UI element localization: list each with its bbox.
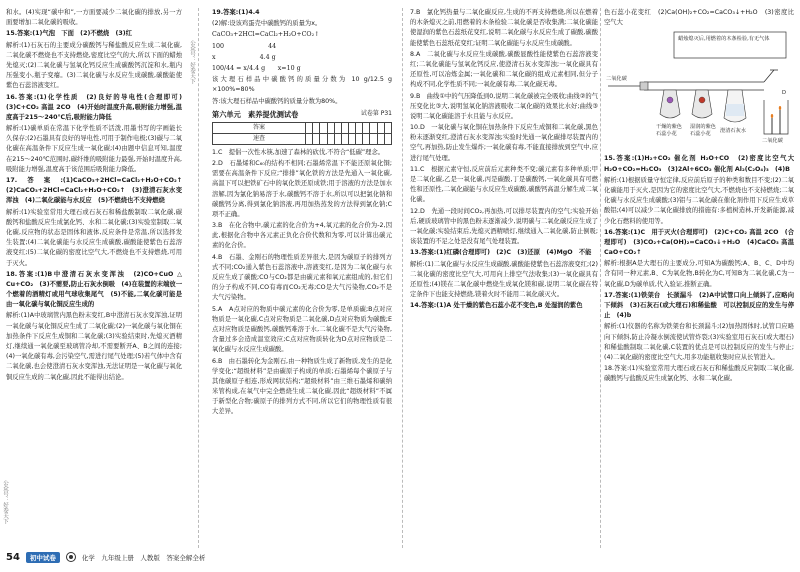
answer-paragraph: 4.B 石墨、金刚石的物理性质差异很大,是因为碳原子的排列方式不同;CO₂通入紫色石蕊溶液中,溶液变红,是因为二氧化碳与水反应生成了碳酸;CO与CO₂都是由碳元素和氧元素组成的,但它们的分子构成不同,CO有毒而CO₂无毒;CO是大气污染物,CO₂不是大气污染物。: [212, 253, 392, 302]
answer-heading: 16.答案:(1)C 用于灭火(合理即可) (2)C+CO₂ 高温 2CO (合理即可) (3)CO₂+Ca(OH)₂=CaCO₃↓+H₂O (4)CaCO₃ 高温 CaO+CO₂↑: [604, 228, 794, 257]
diagram-label: 干燥的紫色: [656, 124, 682, 131]
answer-paragraph: 解析:(1)石灰石的主要成分碳酸钙与稀盐酸反应生成二氧化碳,二氧化碳不燃烧也不支持燃烧,密度比空气的大,所以下面的蜡烛先熄灭;(2)二氧化碳与氢氧化钙反应生成碳酸钙沉淀和水,瓶内压强变小,瓶子变瘪。(3)二氧化碳与水反应生成碳酸,碳酸能使紫色石蕊溶液变红。: [6, 41, 182, 90]
brand-logo-icon: [66, 552, 76, 562]
experiment-diagram: [604, 30, 790, 150]
answer-heading: 15.答案:(1)H₂+CO₂ 催化剂 H₂O+CO (2)密度比空气大 H₂O+CO₂=H₂CO₃ (3)2Al+6CO₂ 催化剂 Al₂(C₂O₄)₃ (4)B: [604, 155, 800, 173]
brand-badge: 初中试卷: [26, 552, 60, 563]
answer-heading: 17.答案:(1)CaCO₃+2HCl=CaCl₂+H₂O+CO₂↑ (2)CaCO₃+2HCl=CaCl₂+H₂O+CO₂↑ (3)澄清石灰水变浑浊 (4)二氧化碳能与水反应 (5)不燃烧也不支持燃烧: [6, 177, 189, 205]
answer-paragraph: 6.B 由石墨转化为金刚石,由一种物质生成了新物质,发生的是化学变化;“超级材料”是由碳原子构成的单质;石墨烯每个碳原子与其他碳原子相连,形成网状结构;“超级材料”由三维石墨烯和碳纳米管构成,在氧气中完全燃烧生成二氧化碳,因此“超级材料”不属于新型化合物;碳原子的排列方式不同,所以它们的物理性质有很大差异。: [212, 357, 392, 416]
column-2: [212, 8, 392, 544]
answer-paragraph: 11.C 根据元素守恒,反应前后元素种类不变;碳元素有多种单质;甲是二氧化碳,乙是一氧化碳,丙是碳酸,丁是碳酸钙,一氧化碳具有可燃性和还原性,二氧化碳能与水反应生成碳酸,碳酸钙高温分解生成二氧化碳。: [410, 165, 598, 204]
column-divider: [402, 8, 403, 548]
page-number: 54: [6, 551, 20, 563]
answer-paragraph: 解析:(1)二氧化碳与水反应生成碳酸,碳酸能使紫色石蕊溶液变红;(2)二氧化碳的密度比空气大,可用向上排空气法收集;(3)一氧化碳具有还原性;(4)镁在二氧化碳中燃烧生成氧化镁和碳,说明二氧化碳在特定条件下也能支持燃烧,镁着火时不能用二氧化碳灭火。: [410, 260, 598, 299]
diagram-label: 二氧化碳: [606, 76, 627, 83]
column-4: [604, 8, 800, 544]
answer-heading: 17.答案:(1)铁架台 长颈漏斗 (2)A中试管口向上倾斜了,应略向下倾斜 (3)石灰石(或大理石)和稀盐酸 可以控制反应的发生与停止 (4)b: [604, 291, 794, 320]
diagram-label: D: [782, 90, 786, 97]
answer-paragraph: 解析:(1)仪器的名称为铁架台和长颈漏斗;(2)加热固体时,试管口应略向下倾斜,防止冷凝水倒流使试管炸裂;(3)实验室用石灰石(或大理石)和稀盐酸制取二氧化碳,C装置的优点是可以控制反应的发生与停止;(4)二氧化碳的密度比空气大,用多功能瓶收集时应从长管进入。: [604, 323, 794, 361]
answer-paragraph: 8.A 二氧化碳与水反应生成碳酸,碳酸显酸性能使紫色石蕊溶液变红;二氧化碳能与氢氧化钙反应,使澄清石灰水变浑浊;一氧化碳具有还原性,可以冶炼金属;一氧化碳和二氧化碳的组成元素相同,但分子构成不同,化学性质不同;一氧化碳有毒,二氧化碳无毒。: [410, 50, 598, 89]
column-3: [410, 8, 598, 544]
column-1: [6, 8, 189, 544]
answer-heading: 14.答案:(1)A 处干燥的紫色石蕊小花不变色,B 处湿润的紫色: [410, 302, 583, 310]
page-footer: [6, 549, 205, 565]
equation-line: 100 44: [212, 42, 277, 50]
answer-paragraph: 解析:根据A是大理石的主要成分,可知A为碳酸钙;A、B、C、D中均含有同一种元素,B、C为氧化物,B转化为C,可知B为二氧化碳,C为一氧化碳,D为碳单质,代入验证,推断正确。: [604, 260, 794, 288]
diagram-label: 蜡烛熄灭后,用燃着的木条检验,有无气体: [678, 36, 770, 43]
answer-grid: [212, 122, 392, 144]
section-title: [212, 109, 392, 121]
diagram-label: 澄清石灰水: [720, 128, 746, 135]
equation-line: CaCO₃+2HCl=CaCl₂+H₂O+CO₂↑: [212, 31, 320, 39]
answer-paragraph: 解析:(1)A中玻璃管内黑色粉末变红,B中澄清石灰水变浑浊,证明一氧化碳与氧化铜反应生成了二氧化碳;(2)一氧化碳与氧化铜在加热条件下反应生成铜和二氧化碳;(3)实验结束时,先熄灭酒精灯,继续通一氧化碳至玻璃管冷却,不需要断开A、B之间的连接;(4)一氧化碳有毒,会污染空气,需进行尾气处理;(5)若气体中含有二氧化碳,也会使澄清石灰水变浑浊,无法证明是一氧化碳与氧化铜反应生成的二氧化碳,因此不能得出结论。: [6, 312, 182, 381]
answer-paragraph: 9.B 曲线①中的气压降低到0,说明二氧化碳被完全吸收;曲线②的气压变化比③大,说明氢氧化钠溶液吸收二氧化碳的效果比水好;曲线③说明二氧化碳能溶于水且能与水反应。: [410, 92, 598, 120]
answer-paragraph: 解析:(1)实验室常用大理石或石灰石和稀盐酸制取二氧化碳,碳酸钙和盐酸反应生成氯化钙、水和二氧化碳;(3)实验室制取二氧化碳,反应物的状态是固体和液体,反应条件是常温,所以选择发生装置;(4)二氧化碳能与水反应生成碳酸,碳酸能使紫色石蕊溶液变红;(5)二氧化碳的密度比空气大,不燃烧也不支持燃烧,可用于灭火。: [6, 208, 182, 267]
answer-paragraph: 解析:(1)碳单质在常温下化学性质不活泼,用墨书写的字画能长久保存;(2)石墨具有良好的导电性,可用于制作电极;(3)碳与二氧化碳在高温条件下反应生成一氧化碳;(4)由题中信息可知,温度在215～240℃范围时,碳纤维的吸附能力最强,开始时温度升高,吸附能力增强,温度高于该范围后吸附能力降低。: [6, 125, 182, 173]
answer-paragraph: 10.D 一氧化碳与氧化铜在加热条件下反应生成铜和二氧化碳,黑色粉末逐渐变红,澄清石灰水变浑浊;实验时先通一氧化碳排尽装置内的空气,再加热,防止发生爆炸;一氧化碳有毒,不能直接排放到空气中,应进行尾气处理。: [410, 124, 598, 162]
answer-paragraph: 1.C 提倡一次性木筷,加速了森林的砍伐,不符合“低碳”理念。: [212, 148, 385, 156]
table-row: [213, 134, 392, 145]
answer-heading: 18.答案:(1)B中澄清石灰水变浑浊 (2)CO+CuO △ Cu+CO₂ (3)不需要,防止石灰水倒吸 (4)在装置的末端放一个燃着的酒精灯或用气球收集尾气 (5)不能,二氧化碳可能是由一氧化碳与氧化铜反应生成的: [6, 270, 182, 309]
answer-paragraph: 12.D 先通一段时间CO₂,再加热,可以排尽装置内的空气;实验开始后,硬质玻璃管中的黑色粉末逐渐减少,说明碳与二氧化碳反应生成了一氧化碳;实验结束后,先熄灭酒精喷灯,继续通入二氧化碳,防止倒吸;该装置的不足之处是没有尾气处理装置。: [410, 207, 598, 246]
watermark-side-note: 公众号：好卷天下: [2, 480, 8, 524]
answer-heading: 15.答案:(1)气泡 下面 (2)不燃烧 (3)红: [6, 30, 132, 38]
book-info: 化学 九年级上册 人教版 答案全解全析: [81, 553, 206, 562]
answer-paragraph: 5.A A点对应的物质中碳元素的化合价为零,是单质碳;B点对应物质是一氧化碳,C点对应物质是二氧化碳,D点对应物质为碳酸;E点对应物质是碳酸钙,碳酸钙难溶于水,二氧化碳不是大气污染物,含量过多会造成温室效应;C点对应物质转化为D点对应物质是二氧化碳与水反应生成碳酸。: [212, 305, 392, 354]
answer-paragraph: 18.答案:(1)实验室常用大理石或石灰石和稀盐酸反应制取二氧化碳,碳酸钙与盐酸反应生成氯化钙、水和二氧化碳。: [604, 365, 794, 383]
solution-line: 答:该大理石样品中碳酸钙的质量分数为80%。: [212, 97, 342, 105]
column-divider: [198, 8, 199, 548]
answer-heading: 16.答案:(1)化学性质 (2)良好的导电性(合理即可) (3)C+CO₂ 高温 2CO (4)开始时温度升高,吸附能力增强,温度高于215～240℃后,吸附能力降低: [6, 93, 189, 121]
diagram-label: 石蕊小花: [690, 131, 711, 138]
diagram-label: 二氧化碳: [762, 138, 783, 145]
answer-paragraph: 和水。(4)实现“碳中和”,一方面要减少二氧化碳的排放,另一方面要增加二氧化碳的吸收。: [6, 9, 182, 27]
diagram-label: 湿润的紫色: [690, 124, 716, 131]
answer-paragraph: 解析:(1)根据质量守恒定律,反应前后原子的种类和数目不变;(2)二氧化碳能用于灭火,是因为它的密度比空气大,不燃烧也不支持燃烧;二氧化碳与水反应生成碳酸;(3)铝与二氧化碳在催化剂作用下反应生成草酸铝;(4)可以减少二氧化碳排放的措施有:多植树造林,开发新能源,减少化石燃料的使用等。: [604, 176, 794, 225]
equation-line: x 4.4 g: [212, 53, 276, 61]
answer-heading: 13.答案:(1)红磷(合理即可) (2)C (3)还原 (4)MgO 不能: [410, 249, 592, 257]
equation-line: 100/44 = x/4.4 g x=10 g: [212, 64, 301, 72]
answer-grid-label: 速查: [213, 134, 306, 145]
watermark-side-note: 公众号：好卷天下: [189, 40, 195, 84]
answer-paragraph: 7.B 氯化钙热量与二氧化碳反应,生成的不再支持燃烧,所以在燃着的木条熄灭之前,用燃着的木条检验二氧化碳是否收集满;二氧化碳能使湿润的紫色石蕊纸花变红,说明二氧化碳与水反应生成了碳酸,碳酸能使紫色石蕊纸花变红;证明二氧化碳能与水反应生成碳酸。: [410, 9, 598, 47]
answer-heading: 19.答案:(1)4.4: [212, 9, 260, 16]
answer-paragraph: 2.D 石墨烯和C₆₀的结构不相同;石墨烯常温下不能还原氧化铜;需要在高温条件下反应;“排排”氧化铁的方法是先通入一氧化碳,高温下可以把铁矿石中的氧化铁还原成铁;用于溶液的方法是加水溶解,因为氯化钠易溶于水,碳酸钙不溶于水,所以可以把氯化钠和碳酸钙分离,得到氯化钠溶液,再用加热蒸发的方法得到氯化钠;C项不正确。: [212, 159, 392, 218]
section-title-text: 第六单元 素养提优测试卷: [212, 109, 299, 119]
solution-line: (2)解:设该鸡蛋壳中碳酸钙的质量为x。: [212, 20, 322, 28]
diagram-label: 石蕊小花: [656, 131, 677, 138]
answer-paragraph: 3.B 在化合物中,碳元素的化合价为+4,氧元素的化合价为-2,因此,根据化合物中各元素正负化合价代数和为零,可以计算出碳元素的化合价。: [212, 222, 392, 250]
table-row: [213, 123, 392, 134]
solution-line: 该大理石样品中碳酸钙的质量分数为 10 g/12.5 g ×100%=80%: [212, 76, 392, 94]
answer-grid-label: 答案: [213, 123, 306, 134]
section-ref: 试卷第 P31: [360, 109, 392, 117]
answer-paragraph: 色石蕊小花变红 (2)Ca(OH)₂+CO₂=CaCO₃↓+H₂O (3)密度比空气大: [604, 9, 794, 27]
column-divider: [600, 8, 601, 548]
